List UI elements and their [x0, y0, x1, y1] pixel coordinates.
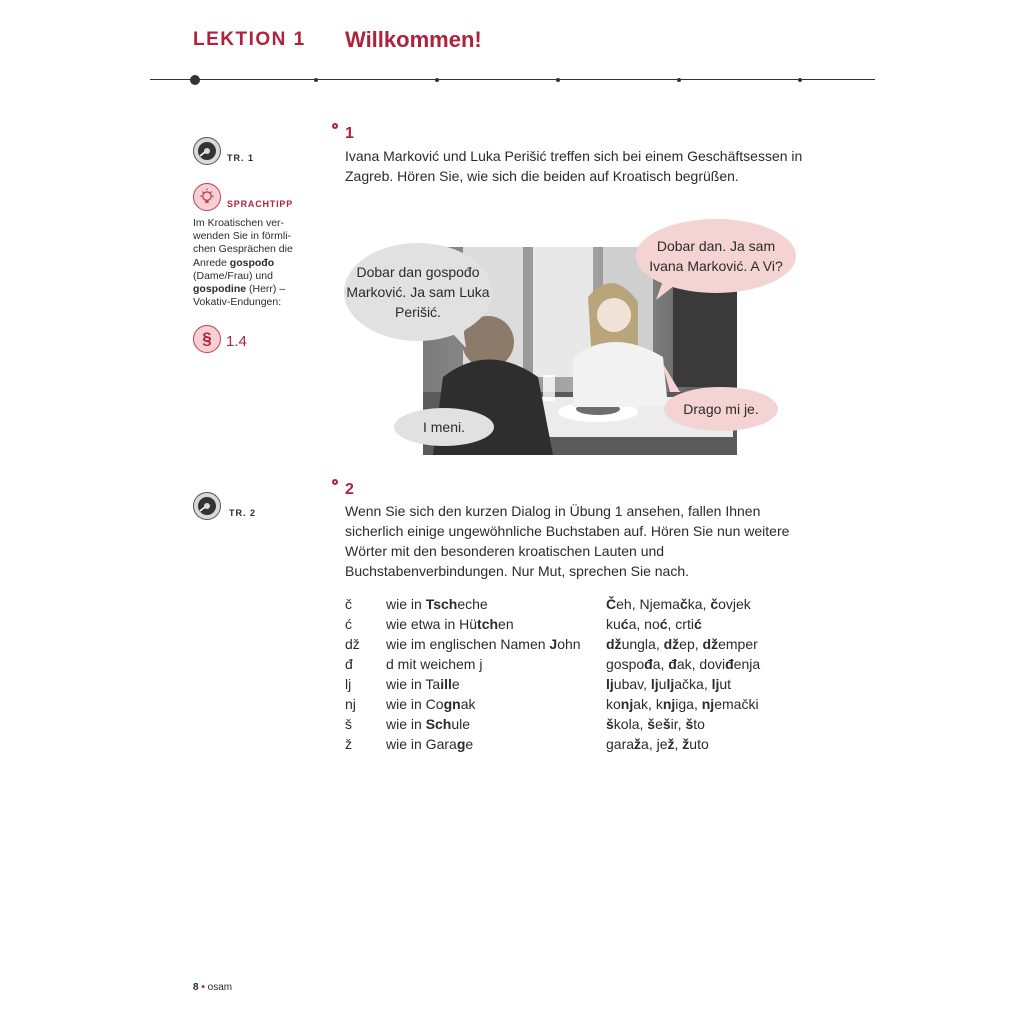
example-words: džungla, džep, džemper [606, 636, 758, 652]
timeline-dot [798, 78, 802, 82]
letter: đ [345, 656, 353, 672]
letter-row [345, 654, 805, 674]
timeline-dot [435, 78, 439, 82]
letter: nj [345, 696, 356, 712]
speech-bubble-ivana-reply: Drago mi je. [664, 387, 778, 431]
letter-row [345, 694, 805, 714]
lesson-title: Willkommen! [345, 27, 482, 52]
exercise-audio-marker [332, 123, 338, 129]
example-words: kuća, noć, crtić [606, 616, 702, 632]
track-label: TR. 2 [229, 508, 257, 518]
grammar-reference[interactable]: 1.4 [226, 333, 247, 350]
example-words: konjak, knjiga, njemački [606, 696, 759, 712]
letter-row [345, 674, 805, 694]
pronunciation-hint: wie in Cognak [386, 696, 476, 712]
pronunciation-hint: wie in Tscheche [386, 596, 488, 612]
timeline-dot [314, 78, 318, 82]
page-footer [193, 982, 232, 993]
letter: ć [345, 616, 352, 632]
letter-row [345, 634, 805, 654]
example-words: škola, šešir, što [606, 716, 705, 732]
bubble-tail [662, 362, 682, 394]
letter: ž [345, 736, 352, 752]
lesson-label: LEKTION 1 [193, 29, 306, 50]
audio-cd-icon[interactable] [193, 137, 221, 165]
letter: č [345, 596, 352, 612]
exercise-instructions: Wenn Sie sich den kurzen Dialog in Übung 1 ansehen, fallen Ihnen sicherlich einige ungewöhnliche Buchstaben auf. Hören Sie nun weitere Wörter mit den besonderen kroatischen Lauten und Buchstabenverbindungen. Nur Mut, sprechen Sie nach. [345, 503, 790, 579]
letter-row [345, 614, 805, 634]
sprachtipp-text: Im Kroatischen ver- wenden Sie in förmli- chen Gesprächen die Anrede gospođo (Dame/Frau) und gospodine (Herr) – Vokativ-Endungen: [193, 217, 293, 309]
exercise-instructions: Ivana Marković und Luka Perišić treffen sich bei einem Geschäftsessen in Zagreb. Hören Sie, wie sich die beiden auf Kroatisch begrüßen. [345, 148, 803, 184]
example-words: garaža, jež, žuto [606, 736, 709, 752]
timeline-dot-current [190, 75, 200, 85]
pronunciation-hint: wie in Garage [386, 736, 474, 752]
speech-bubble-luka-reply: I meni. [394, 408, 494, 446]
footer-separator: • [201, 982, 205, 993]
lesson-timeline [150, 79, 875, 80]
track-label: TR. 1 [227, 153, 255, 163]
audio-cd-icon[interactable] [193, 492, 221, 520]
sprachtipp-label: SPRACHTIPP [227, 199, 294, 209]
bubble-tail [440, 320, 470, 350]
speech-bubble-ivana-greeting: Dobar dan. Ja sam Ivana Marković. A Vi? [636, 219, 796, 293]
letter: dž [345, 636, 360, 652]
letter: lj [345, 676, 352, 692]
example-words: Čeh, Njemačka, čovjek [606, 596, 751, 612]
letter-row [345, 714, 805, 734]
example-words: gospođa, đak, doviđenja [606, 656, 761, 672]
exercise-audio-marker [332, 479, 338, 485]
page-number: 8 [193, 982, 199, 993]
example-words: ljubav, ljuljačka, ljut [606, 676, 732, 692]
speech-bubble-luka-greeting: Dobar dan gospođo Marković. Ja sam Luka Perišić. [344, 243, 492, 341]
pronunciation-hint: wie in Taille [386, 676, 460, 692]
pronunciation-hint: d mit weichem j [386, 656, 483, 672]
letter-row [345, 734, 805, 754]
paragraph-icon[interactable]: § [193, 325, 221, 353]
timeline-dot [677, 78, 681, 82]
exercise-number: 1 [345, 125, 354, 142]
pronunciation-hint: wie in Schule [386, 716, 471, 732]
pronunciation-hint: wie etwa in Hütchen [386, 616, 514, 632]
letter: š [345, 716, 352, 732]
pronunciation-hint: wie im englischen Namen John [386, 636, 581, 652]
letter-table [345, 594, 805, 754]
letter-row [345, 594, 805, 614]
timeline-dot [556, 78, 560, 82]
bubble-tail [654, 278, 684, 302]
page-word: osam [207, 982, 233, 993]
lightbulb-icon [193, 183, 221, 211]
exercise-number: 2 [345, 481, 354, 498]
